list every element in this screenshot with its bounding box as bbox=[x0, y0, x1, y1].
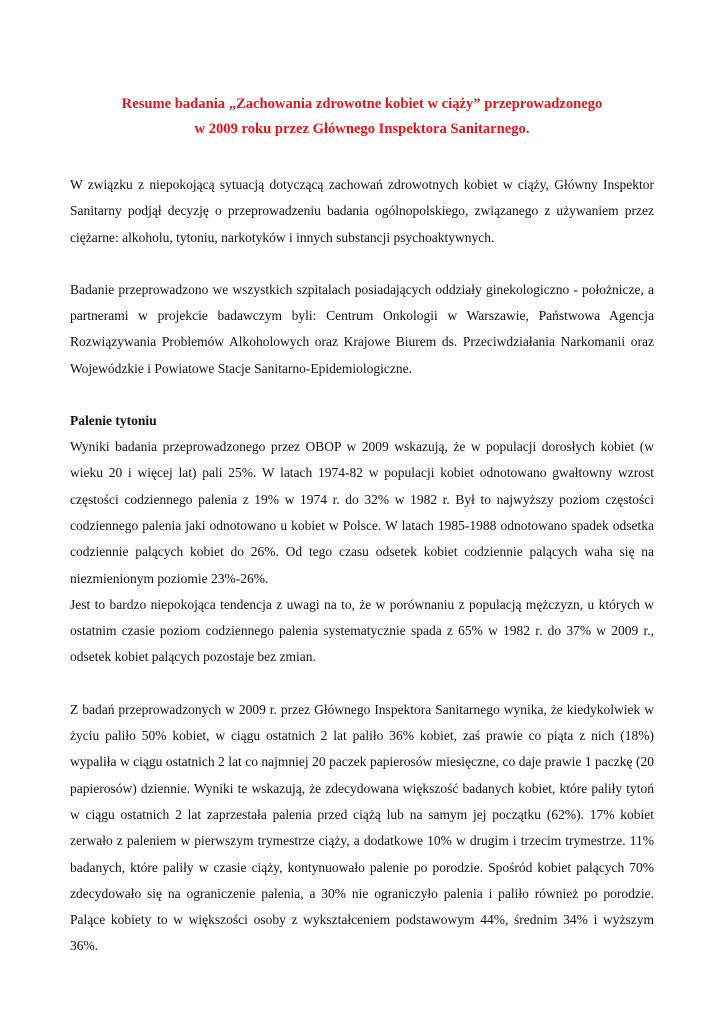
document-page bbox=[70, 92, 654, 960]
study-scope-paragraph: Badanie przeprowadzono we wszystkich szpitalach posiadających oddziały ginekologiczno - położnicze, a partnerami w projekcie badawczym byli: Centrum Onkologii w Warszawie, Państwowa Agencja Rozwiązywania Problemów Alkoholowych oraz Krajowe Biurem ds. Przeciwdziałania Narkomanii oraz Wojewódzkie i Powiatowe Stacje Sanitarno-Epidemiologiczne. bbox=[70, 281, 654, 376]
title-line-1: Resume badania „Zachowania zdrowotne kobiet w ciąży” przeprowadzonego bbox=[121, 96, 603, 112]
section-heading-smoking: Palenie tytoniu bbox=[70, 413, 157, 429]
paragraph-gap bbox=[70, 251, 654, 277]
smoking-paragraph-2: Jest to bardzo niepokojąca tendencja z uwagi na to, że w porównaniu z populacją mężczyzn, u których w ostatnim czasie poziom codziennego palenia systematycznie spada z 65% w 1982 r. do 37% w 2009 r., odsetek kobiet palących pozostaje bez zmian. bbox=[70, 596, 654, 665]
smoking-paragraph-3: Z badań przeprowadzonych w 2009 r. przez Głównego Inspektora Sanitarnego wynika, że kiedykolwiek w życiu paliło 50% kobiet, w ciągu ostatnich 2 lat paliło 36% kobiet, zaś prawie co piąta z nich (18%) wypaliła w ciągu ostatnich 2 lat co najmniej 20 paczek papierosów miesięczne, co daje prawie 1 paczkę (20 papierosów) dziennie. Wyniki te wskazują, że zdecydowana większość badanych kobiet, które paliły tytoń w ciągu ostatnich 2 lat zaprzestała palenia przed ciążą lub na samym jej początku (62%). 17% kobiet zerwało z paleniem w pierwszym trymestrze ciąży, a dodatkowe 10% w drugim i trzecim trymestrze. 11% badanych, które paliły w czasie ciąży, kontynuowało palenie po porodzie. Spośród kobiet palących 70% zdecydowało się na ograniczenie palenia, a 30% nie ograniczyło palenia i paliło również po porodzie. Palące kobiety to w większości osoby z wykształceniem podstawowym 44%, średnim 34% i wyższym 36%. bbox=[70, 701, 654, 954]
intro-paragraph: W związku z niepokojącą sytuacją dotyczącą zachowań zdrowotnych kobiet w ciąży, Główny Inspektor Sanitarny podjął decyzję o przeprowadzeniu badania ogólnopolskiego, związanego z używaniem przez ciężarne: alkoholu, tytoniu, narkotyków i innych substancji psychoaktywnych. bbox=[70, 177, 654, 245]
smoking-paragraph-1: Wyniki badania przeprowadzonego przez OBOP w 2009 wskazują, że w populacji dorosłych kobiet (w wieku 20 i więcej lat) pali 25%. W latach 1974-82 w populacji kobiet odnotowano gwałtowny wzrost częstości codziennego palenia z 19% w 1974 r. do 32% w 1982 r. Był to najwyższy poziom częstości codziennego palenia jaki odnotowano u kobiet w Polsce. W latach 1985-1988 odnotowano spadek odsetka codziennie palących kobiet do 26%. Od tego czasu odsetek kobiet codziennie palących waha się na niezmienionym poziomie 23%-26%. bbox=[70, 439, 654, 586]
paragraph-gap bbox=[70, 382, 654, 408]
paragraph-gap bbox=[70, 671, 654, 697]
document-title bbox=[70, 92, 654, 142]
title-line-2: w 2009 roku przez Głównego Inspektora Sanitarnego. bbox=[194, 121, 530, 137]
